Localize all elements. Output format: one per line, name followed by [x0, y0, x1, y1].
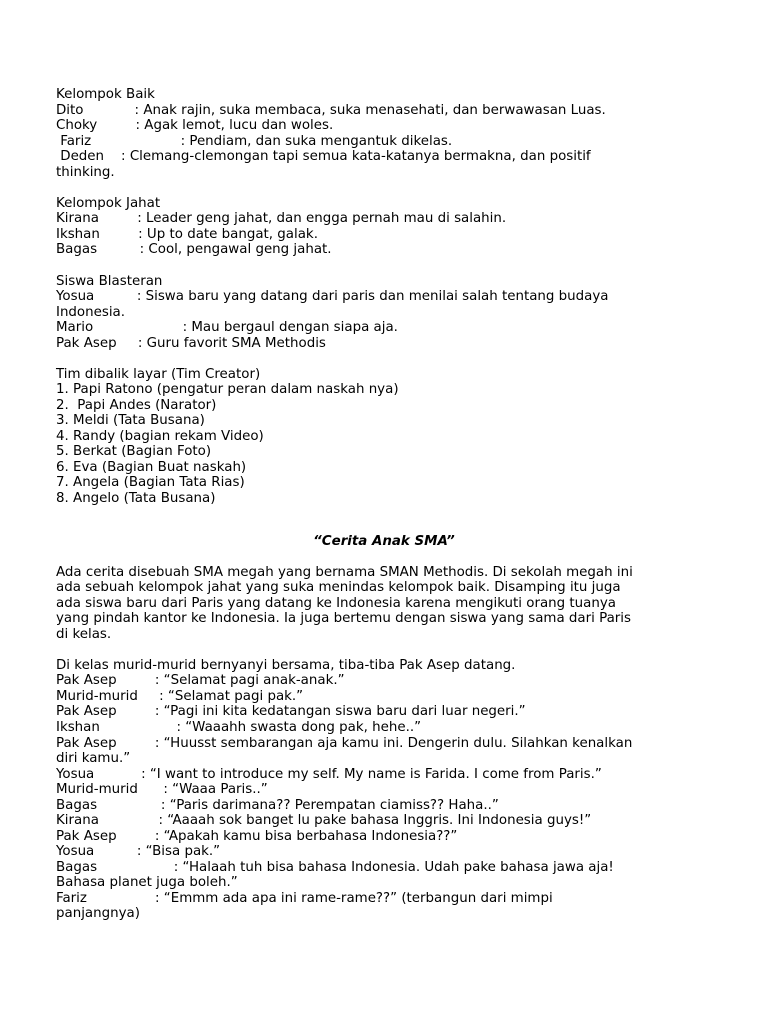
cast-line: Dito : Anak rajin, suka membaca, suka menasehati, dan berwawasan Luas.: [56, 103, 606, 118]
dialogue-line: Yosua : “I want to introduce my self. My name is Farida. I come from Paris.”: [56, 767, 602, 782]
crew-item: 5. Berkat (Bagian Foto): [56, 444, 212, 459]
dialogue-line: Pak Asep : “Pagi ini kita kedatangan siswa baru dari luar negeri.”: [56, 704, 526, 719]
section-heading-bad-group: Kelompok Jahat: [56, 196, 161, 211]
dialogue-line: Murid-murid : “Waaa Paris..”: [56, 782, 268, 797]
paragraph-line: di kelas.: [56, 627, 112, 642]
dialogue-line: Kirana : “Aaaah sok banget lu pake bahasa Inggris. Ini Indonesia guys!”: [56, 813, 592, 828]
cast-line: Bagas : Cool, pengawal geng jahat.: [56, 242, 332, 257]
cast-line: Ikshan : Up to date bangat, galak.: [56, 227, 318, 242]
cast-line: thinking.: [56, 165, 115, 180]
crew-item: 6. Eva (Bagian Buat naskah): [56, 460, 247, 475]
dialogue-line: panjangnya): [56, 906, 140, 921]
dialogue-line: Bahasa planet juga boleh.”: [56, 875, 238, 890]
cast-line: Pak Asep : Guru favorit SMA Methodis: [56, 336, 326, 351]
cast-line: Indonesia.: [56, 305, 126, 320]
section-heading-crew: Tim dibalik layar (Tim Creator): [56, 367, 261, 382]
dialogue-line: Di kelas murid-murid bernyanyi bersama, tiba-tiba Pak Asep datang.: [56, 658, 516, 673]
dialogue-line: Bagas : “Halaah tuh bisa bahasa Indonesia. Udah pake bahasa jawa aja!: [56, 860, 614, 875]
paragraph-line: yang pindah kantor ke Indonesia. Ia juga bertemu dengan siswa yang sama dari Paris: [56, 611, 631, 626]
crew-item: 2. Papi Andes (Narator): [56, 398, 217, 413]
paragraph-line: ada siswa baru dari Paris yang datang ke Indonesia karena mengikuti orang tuanya: [56, 596, 616, 611]
dialogue-line: Ikshan : “Waaahh swasta dong pak, hehe..”: [56, 720, 422, 735]
dialogue-line: Bagas : “Paris darimana?? Perempatan ciamiss?? Haha..”: [56, 798, 499, 813]
section-heading-good-group: Kelompok Baik: [56, 87, 155, 102]
dialogue-line: Pak Asep : “Selamat pagi anak-anak.”: [56, 673, 345, 688]
section-heading-mixed-group: Siswa Blasteran: [56, 274, 163, 289]
dialogue-line: Yosua : “Bisa pak.”: [56, 844, 221, 859]
cast-line: Mario : Mau bergaul dengan siapa aja.: [56, 320, 398, 335]
story-title: “Cerita Anak SMA”: [313, 534, 455, 549]
cast-line: Deden : Clemang-clemongan tapi semua kata-katanya bermakna, dan positif: [56, 149, 591, 164]
cast-line: Choky : Agak lemot, lucu dan woles.: [56, 118, 334, 133]
dialogue-line: Murid-murid : “Selamat pagi pak.”: [56, 689, 304, 704]
cast-line: Kirana : Leader geng jahat, dan engga pernah mau di salahin.: [56, 211, 507, 226]
crew-item: 7. Angela (Bagian Tata Rias): [56, 475, 245, 490]
dialogue-line: Pak Asep : “Huusst sembarangan aja kamu ini. Dengerin dulu. Silahkan kenalkan: [56, 736, 633, 751]
paragraph-line: ada sebuah kelompok jahat yang suka menindas kelompok baik. Disamping itu juga: [56, 580, 621, 595]
paragraph-line: Ada cerita disebuah SMA megah yang bernama SMAN Methodis. Di sekolah megah ini: [56, 565, 633, 580]
crew-item: 4. Randy (bagian rekam Video): [56, 429, 264, 444]
dialogue-line: diri kamu.”: [56, 751, 131, 766]
dialogue-line: Pak Asep : “Apakah kamu bisa berbahasa Indonesia??”: [56, 829, 458, 844]
crew-item: 1. Papi Ratono (pengatur peran dalam naskah nya): [56, 382, 399, 397]
crew-item: 3. Meldi (Tata Busana): [56, 413, 205, 428]
cast-line: Fariz : Pendiam, dan suka mengantuk dikelas.: [56, 134, 453, 149]
cast-line: Yosua : Siswa baru yang datang dari paris dan menilai salah tentang budaya: [56, 289, 609, 304]
crew-item: 8. Angelo (Tata Busana): [56, 491, 216, 506]
dialogue-line: Fariz : “Emmm ada apa ini rame-rame??” (terbangun dari mimpi: [56, 891, 553, 906]
